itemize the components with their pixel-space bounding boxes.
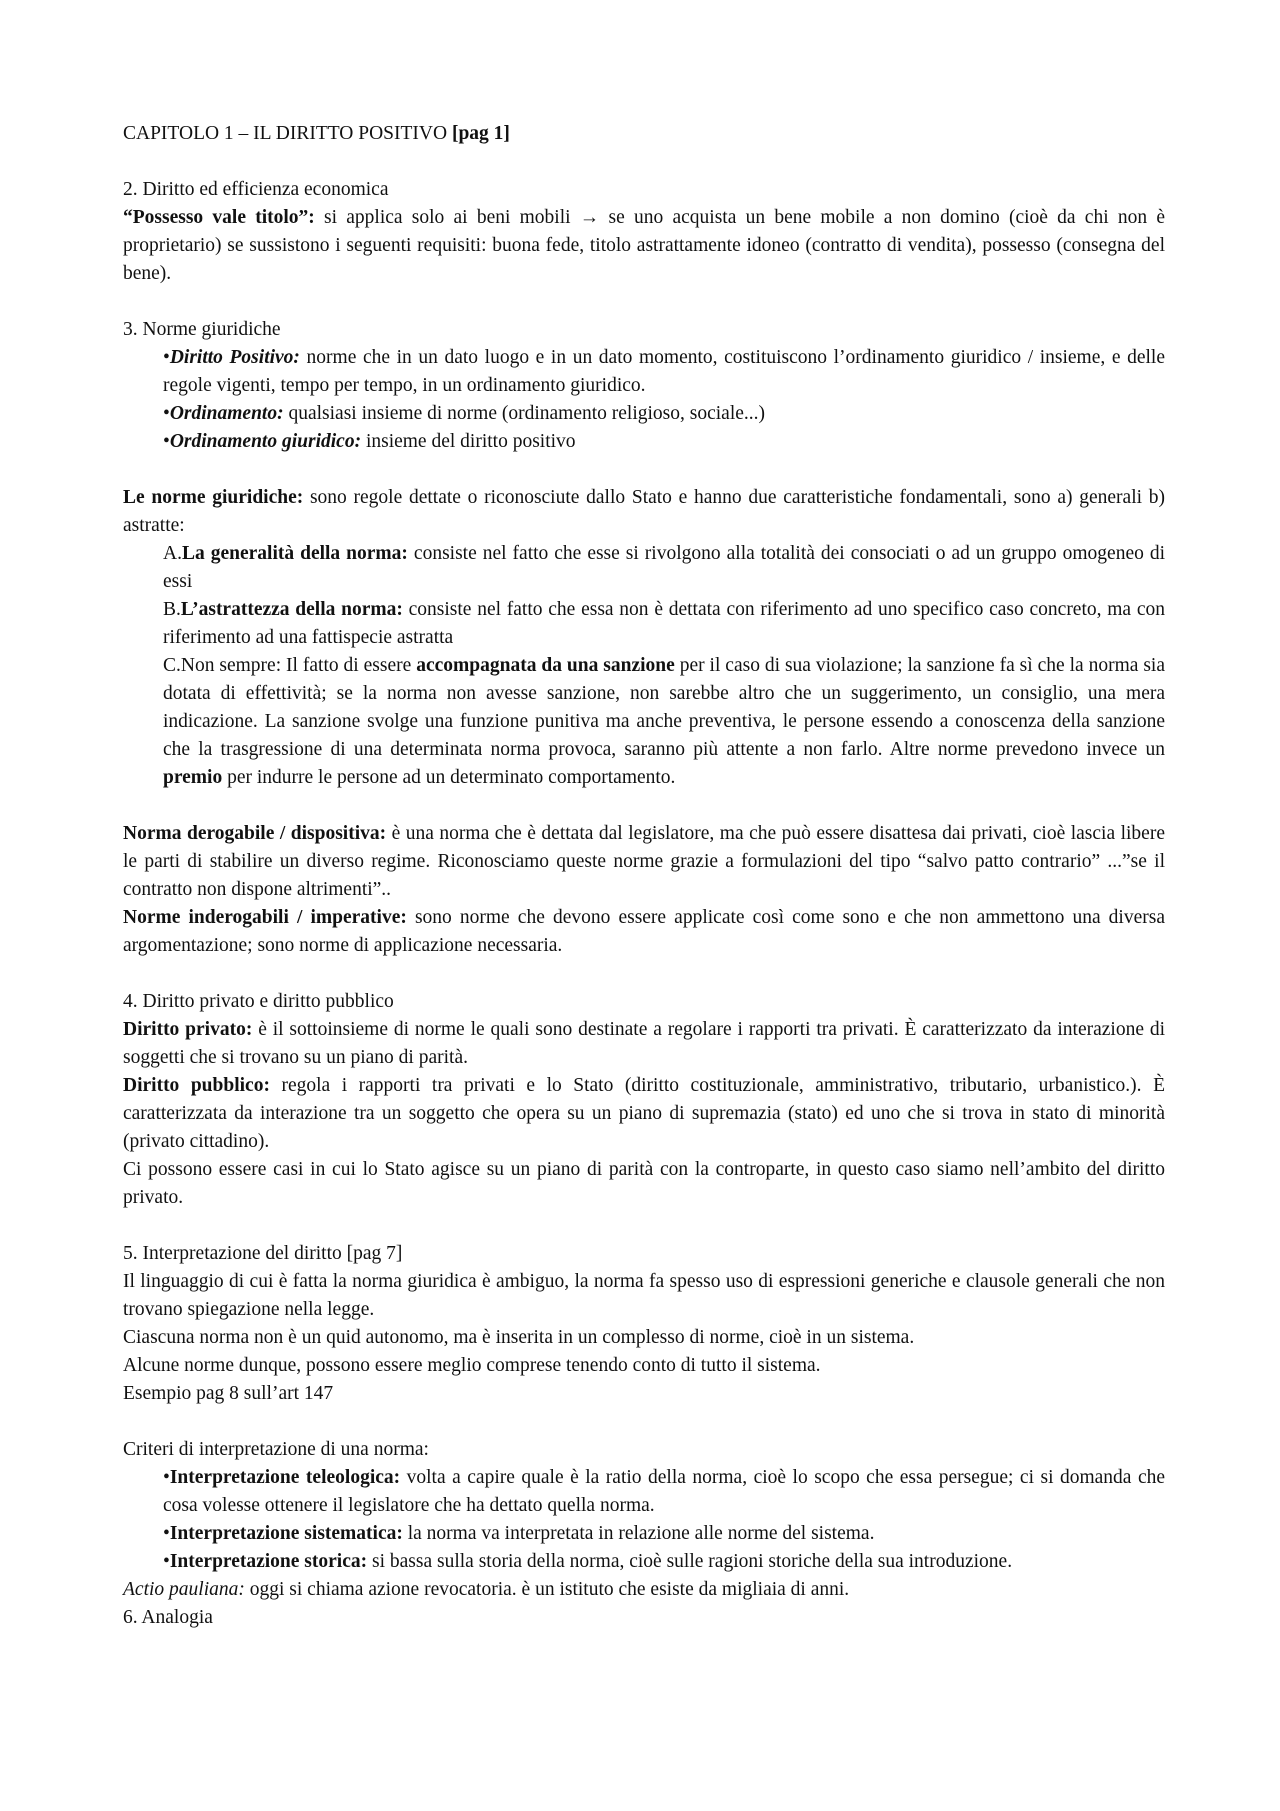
section-4-heading: 4. Diritto privato e diritto pubblico bbox=[123, 991, 394, 1012]
characteristic-c: C.Non sempre: Il fatto di essere accompagnata da una sanzione per il caso di sua violazione; la sanzione fa sì che la norma sia dotata di effettività; se la norma non avesse sanzione, non sarebbe altro che un suggerimento, un consiglio, una mera indicazione. La sanzione svolge una funzione punitiva ma anche preventiva, le persone essendo a conoscenza della sanzione che la trasgressione di una determinata norma provoca, saranno più attente a non farlo. Altre norme prevedono invece un premio per indurre le persone ad un determinato comportamento. bbox=[163, 655, 1166, 788]
actio-pauliana-line: Actio pauliana: oggi si chiama azione revocatoria. è un istituto che esiste da migliaia di anni. bbox=[123, 1579, 850, 1600]
criterio-item: •Interpretazione storica: si bassa sulla storia della norma, cioè sulle ragioni storiche della sua introduzione. bbox=[163, 1551, 1013, 1572]
norma-derogabile-paragraph: Norma derogabile / dispositiva: è una norma che è dettata dal legislatore, ma che può essere disattesa dai privati, cioè lascia libere le parti di stabilire un diverso regime. Riconosciamo queste norme grazie a formulazioni del tipo “salvo patto contrario” ...”se il contratto non dispone altrimenti”.. bbox=[123, 823, 1165, 900]
criterio-item: •Interpretazione teleologica: volta a capire quale è la ratio della norma, cioè lo scopo che essa persegue; ci si domanda che cosa volesse ottenere il legislatore che ha dettato quella norma. bbox=[163, 1467, 1165, 1516]
chapter-title: CAPITOLO 1 – IL DIRITTO POSITIVO [pag 1] bbox=[123, 123, 510, 144]
linguaggio-paragraph: Il linguaggio di cui è fatta la norma giuridica è ambiguo, la norma fa spesso uso di espressioni generiche e clausole generali che non trovano spiegazione nella legge. bbox=[123, 1271, 1165, 1320]
definition-item: •Ordinamento giuridico: insieme del diritto positivo bbox=[163, 431, 576, 452]
definition-item: •Ordinamento: qualsiasi insieme di norme (ordinamento religioso, sociale...) bbox=[163, 403, 766, 424]
stato-parita-paragraph: Ci possono essere casi in cui lo Stato agisce su un piano di parità con la controparte, in questo caso siamo nell’ambito del diritto privato. bbox=[123, 1159, 1165, 1208]
definitions-list bbox=[123, 344, 1165, 456]
definition-item: •Diritto Positivo: norme che in un dato luogo e in un dato momento, costituiscono l’ordinamento giuridico / insieme, e delle regole vigenti, tempo per tempo, in un ordinamento giuridico. bbox=[163, 347, 1165, 396]
criterio-item: •Interpretazione sistematica: la norma va interpretata in relazione alle norme del sistema. bbox=[163, 1523, 875, 1544]
section-3-heading: 3. Norme giuridiche bbox=[123, 319, 281, 340]
possesso-paragraph: “Possesso vale titolo”: si applica solo ai beni mobili → se uno acquista un bene mobile a non domino (cioè da chi non è proprietario) se sussistono i seguenti requisiti: buona fede, titolo astrattamente idoneo (contratto di vendita), possesso (consegna del bene). bbox=[123, 207, 1166, 284]
sistema-paragraph: Ciascuna norma non è un quid autonomo, ma è inserita in un complesso di norme, cioè in un sistema. bbox=[123, 1327, 915, 1348]
section-2-heading: 2. Diritto ed efficienza economica bbox=[123, 179, 389, 200]
diritto-privato-paragraph: Diritto privato: è il sottoinsieme di norme le quali sono destinate a regolare i rapporti tra privati. È caratterizzato da interazione di soggetti che si trovano su un piano di parità. bbox=[123, 1019, 1166, 1068]
criteri-heading: Criteri di interpretazione di una norma: bbox=[123, 1439, 429, 1460]
characteristics-list bbox=[123, 540, 1165, 792]
chapter-page-ref: [pag 1] bbox=[451, 123, 510, 144]
esempio-line: Esempio pag 8 sull’art 147 bbox=[123, 1383, 334, 1404]
characteristic-b: B.L’astrattezza della norma: consiste nel fatto che essa non è dettata con riferimento ad uno specifico caso concreto, ma con riferimento ad una fattispecie astratta bbox=[163, 599, 1165, 648]
characteristic-a: A.La generalità della norma: consiste nel fatto che esse si rivolgono alla totalità dei consociati o ad un gruppo omogeneo di essi bbox=[163, 543, 1166, 592]
section-6-heading: 6. Analogia bbox=[123, 1607, 213, 1628]
diritto-pubblico-paragraph: Diritto pubblico: regola i rapporti tra privati e lo Stato (diritto costituzionale, amministrativo, tributario, urbanistico.). È caratterizzata da interazione tra un soggetto che opera su un piano di supremazia (stato) ed uno che si trova in stato di minorità (privato cittadino). bbox=[123, 1075, 1165, 1152]
comprensione-paragraph: Alcune norme dunque, possono essere meglio comprese tenendo conto di tutto il sistema. bbox=[123, 1355, 821, 1376]
norme-inderogabili-paragraph: Norme inderogabili / imperative: sono norme che devono essere applicate così come sono e che non ammettono una diversa argomentazione; sono norme di applicazione necessaria. bbox=[123, 907, 1165, 956]
criteri-list bbox=[123, 1464, 1165, 1576]
norme-giuridiche-paragraph: Le norme giuridiche: sono regole dettate o riconosciute dallo Stato e hanno due caratteristiche fondamentali, sono a) generali b) astratte: bbox=[123, 487, 1165, 536]
section-5-heading: 5. Interpretazione del diritto [pag 7] bbox=[123, 1243, 403, 1264]
